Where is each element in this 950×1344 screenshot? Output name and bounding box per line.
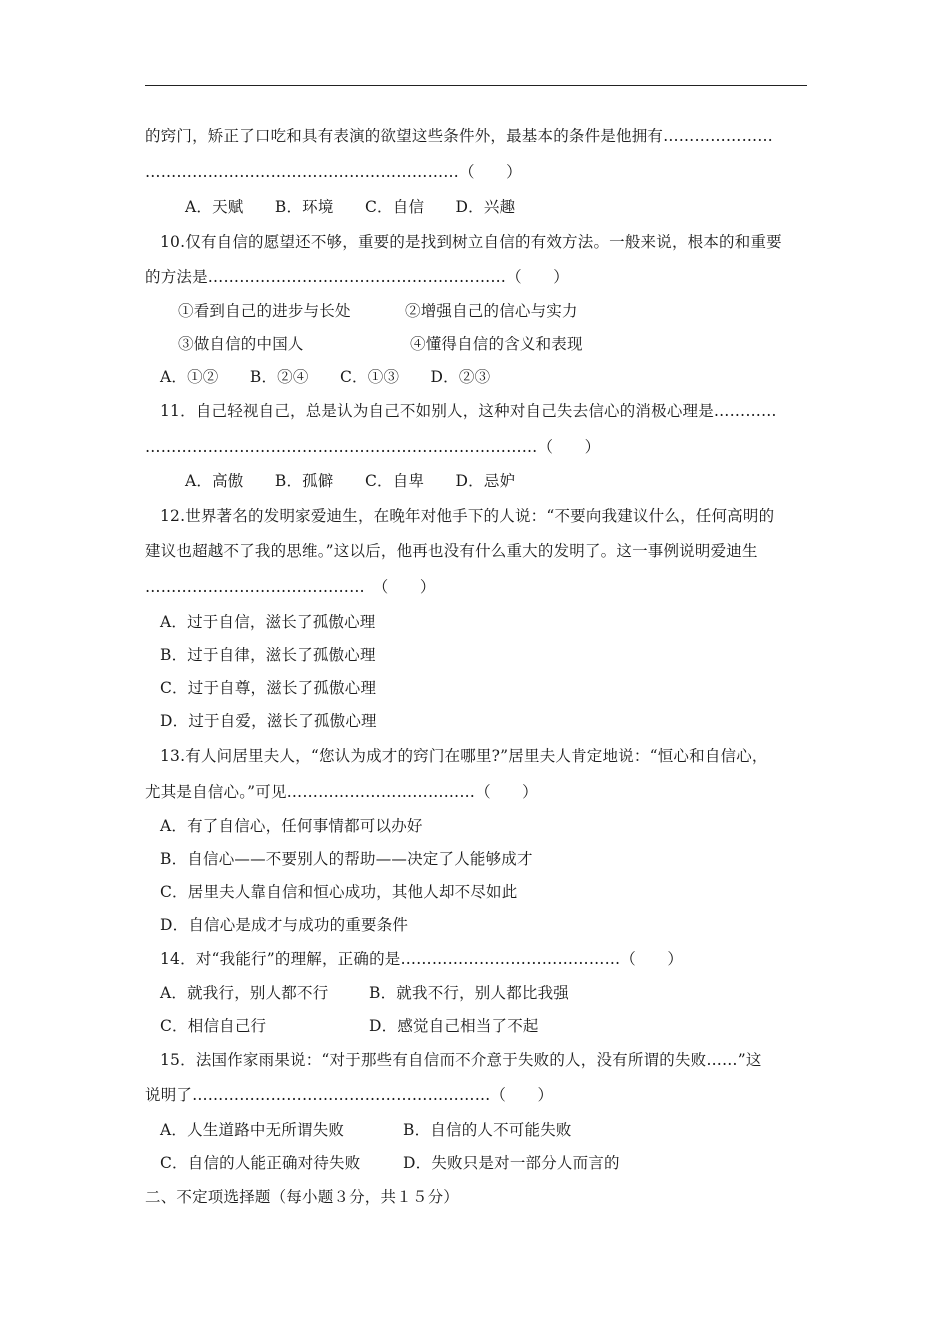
q15-option-b: B．自信的人不可能失败	[403, 1121, 572, 1139]
q13-stem-line-2: 尤其是自信心。”可见………………………………（ ）	[145, 783, 538, 801]
q11-stem-line-2: …………………………………………………………………（ ）	[145, 438, 601, 456]
header-rule	[145, 85, 807, 86]
q10-stem-line-2: 的方法是…………………………………………………（ ）	[145, 268, 569, 286]
q9-options: A．天赋 B．环境 C．自信 D．兴趣	[185, 198, 516, 216]
q9-stem-line-2: ……………………………………………………（ ）	[145, 163, 522, 181]
q12-option-c: C．过于自尊，滋长了孤傲心理	[160, 679, 377, 697]
q15-stem-line-1: 15．法国作家雨果说：“对于那些有自信而不介意于失败的人，没有所谓的失败……”这	[160, 1051, 762, 1069]
q13-option-a: A．有了自信心，任何事情都可以办好	[160, 817, 423, 835]
q14-option-d: D．感觉自己相当了不起	[369, 1017, 539, 1035]
q10-options: A．①② B．②④ C．①③ D．②③	[160, 368, 491, 386]
q12-option-a: A．过于自信，滋长了孤傲心理	[160, 613, 376, 631]
q14-option-a: A．就我行，别人都不行	[160, 984, 329, 1002]
q14-option-c: C．相信自己行	[160, 1017, 267, 1035]
q12-option-b: B．过于自律，滋长了孤傲心理	[160, 646, 376, 664]
section-2-heading: 二、不定项选择题（每小题３分，共１５分）	[145, 1188, 460, 1206]
q14-option-b: B．就我不行，别人都比我强	[369, 984, 569, 1002]
q12-option-d: D．过于自爱，滋长了孤傲心理	[160, 712, 377, 730]
q10-item-1: ①看到自己的进步与长处	[178, 302, 351, 320]
q13-option-c: C．居里夫人靠自信和恒心成功，其他人却不尽如此	[160, 883, 518, 901]
q15-option-d: D．失败只是对一部分人而言的	[403, 1154, 620, 1172]
q13-stem-line-1: 13.有人问居里夫人，“您认为成才的窍门在哪里?”居里夫人肯定地说：“恒心和自信心，	[160, 747, 768, 765]
q10-item-3: ③做自信的中国人	[178, 335, 304, 353]
q14-stem: 14．对“我能行”的理解，正确的是……………………………………（ ）	[160, 950, 684, 968]
q10-item-4: ④懂得自信的含义和表现	[410, 335, 583, 353]
q9-stem-line-1: 的窍门，矫正了口吃和具有表演的欲望这些条件外，最基本的条件是他拥有…………………	[145, 127, 774, 145]
q10-stem-line-1: 10.仅有自信的愿望还不够，重要的是找到树立自信的有效方法。一般来说，根本的和重要	[160, 233, 782, 251]
q15-option-a: A．人生道路中无所谓失败	[160, 1121, 345, 1139]
q12-stem-line-1: 12.世界著名的发明家爱迪生，在晚年对他手下的人说：“不要向我建议什么，任何高明的	[160, 507, 775, 525]
q15-option-c: C．自信的人能正确对待失败	[160, 1154, 361, 1172]
q12-stem-line-2: 建议也超越不了我的思维。”这以后，他再也没有什么重大的发明了。这一事例说明爱迪生	[145, 542, 758, 560]
q11-stem-line-1: 11．自己轻视自己，总是认为自己不如别人，这种对自己失去信心的消极心理是…………	[160, 402, 777, 420]
q13-option-b: B．自信心——不要别人的帮助——决定了人能够成才	[160, 850, 533, 868]
q11-options: A．高傲 B．孤僻 C．自卑 D．忌妒	[185, 472, 516, 490]
q10-item-2: ②增强自己的信心与实力	[405, 302, 578, 320]
q15-stem-line-2: 说明了…………………………………………………（ ）	[145, 1086, 554, 1104]
q13-option-d: D．自信心是成才与成功的重要条件	[160, 916, 409, 934]
q12-stem-line-3: …………………………………… （ ）	[145, 578, 436, 596]
